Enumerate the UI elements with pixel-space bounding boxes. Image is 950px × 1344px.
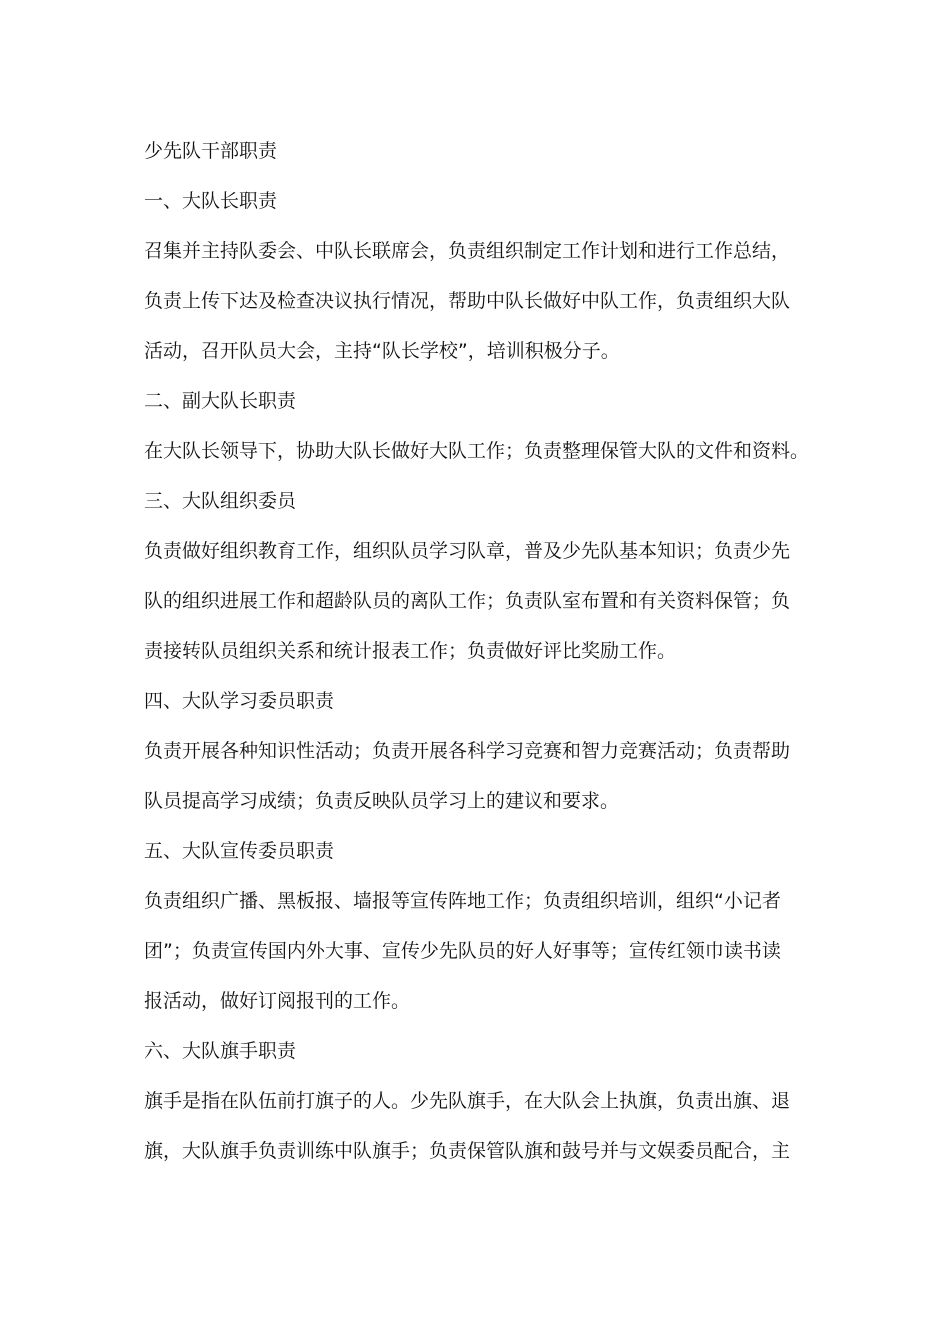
section-heading-organization: 三、大队组织委员 [144, 490, 297, 512]
paragraph-line: 负责开展各种知识性活动；负责开展各科学习竞赛和智力竞赛活动；负责帮助 [144, 740, 791, 762]
paragraph-line: 在大队长领导下，协助大队长做好大队工作；负责整理保管大队的文件和资料。 [144, 440, 810, 462]
paragraph-line: 队的组织进展工作和超龄队员的离队工作；负责队室布置和有关资料保管；负 [144, 590, 791, 612]
paragraph-line: 报活动，做好订阅报刊的工作。 [144, 990, 411, 1012]
paragraph-line: 活动，召开队员大会，主持“队长学校”，培训积极分子。 [144, 340, 620, 362]
section-heading-study: 四、大队学习委员职责 [144, 690, 335, 712]
paragraph-line: 负责上传下达及检查决议执行情况，帮助中队长做好中队工作，负责组织大队 [144, 290, 791, 312]
paragraph-line: 负责做好组织教育工作，组织队员学习队章，普及少先队基本知识；负责少先 [144, 540, 791, 562]
paragraph-line: 队员提高学习成绩；负责反映队员学习上的建议和要求。 [144, 790, 620, 812]
section-heading-flag-bearer: 六、大队旗手职责 [144, 1040, 297, 1062]
paragraph-line: 团”；负责宣传国内外大事、宣传少先队员的好人好事等；宣传红领巾读书读 [144, 940, 781, 962]
paragraph-line: 召集并主持队委会、中队长联席会，负责组织制定工作计划和进行工作总结， [144, 240, 791, 262]
document-title: 少先队干部职责 [144, 140, 278, 162]
paragraph-line: 旗，大队旗手负责训练中队旗手；负责保管队旗和鼓号并与文娱委员配合，主 [144, 1140, 791, 1162]
section-heading-captain: 一、大队长职责 [144, 190, 278, 212]
paragraph-line: 旗手是指在队伍前打旗子的人。少先队旗手，在大队会上执旗，负责出旗、退 [144, 1090, 791, 1112]
paragraph-line: 负责组织广播、黑板报、墙报等宣传阵地工作；负责组织培训，组织“小记者 [144, 890, 781, 912]
section-heading-vice-captain: 二、副大队长职责 [144, 390, 297, 412]
paragraph-line: 责接转队员组织关系和统计报表工作；负责做好评比奖励工作。 [144, 640, 677, 662]
section-heading-publicity: 五、大队宣传委员职责 [144, 840, 335, 862]
document-body [144, 126, 824, 1176]
